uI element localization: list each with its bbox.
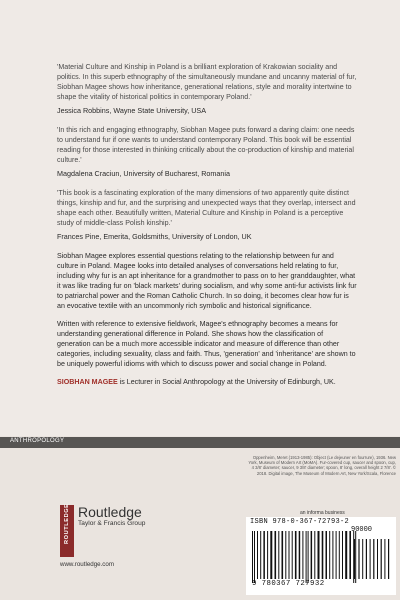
endorsement-1: [57, 62, 357, 116]
endorsement-quote: 'In this rich and engaging ethnography, Siobhan Magee puts forward a daring claim: one needs to understand fur if one wants to understand contemporary Poland. This book will be essential reading for those interested in thinking critically about the co-production of kinship and material culture.': [57, 126, 355, 164]
publisher-website: www.routledge.com: [60, 561, 114, 568]
informa-label: an informa business: [300, 510, 345, 516]
isbn-text: ISBN 978-0-367-72793-2: [250, 518, 350, 526]
author-bio-text: is Lecturer in Social Anthropology at the University of Edinburgh, UK.: [117, 378, 336, 386]
cover-image-credit: Oppenheim, Meret (1913-1985): Object (Le dejeuner en fourrure), 1936. New York, Museum of Modern Art (MoMA). Fur-covered cup, saucer and spoon, cup, 4 3/8' diameter; saucer, 9 3/8' diameter; spoon, 8' long, overall height 2 7/8'. © 2018. Digital image, The Museum of Modern Art, New York/Scala, Florence: [248, 455, 396, 476]
endorsement-attribution: Magdalena Craciun, University of Bucharest, Romania: [57, 169, 230, 178]
endorsement-quote: 'Material Culture and Kinship in Poland is a brilliant exploration of Krakowian sociality and politics. In this superb ethnography of the simultaneously mundane and uncanny material of fur, Siobhan Magee shows how inheritance, generational relations, style and morality intertwine to shape the vitality of historical politics in contemporary Poland.': [57, 63, 357, 101]
barcode-number: 9 780367 727932: [252, 580, 325, 588]
price-addon: 90000: [351, 526, 373, 534]
publisher-name: Routledge: [78, 504, 142, 520]
author-name: SIOBHAN MAGEE: [57, 378, 118, 386]
subject-label: ANTHROPOLOGY: [10, 438, 65, 444]
endorsement-attribution: Frances Pine, Emerita, Goldsmiths, University of London, UK: [57, 232, 252, 241]
author-bio: [57, 377, 357, 387]
endorsement-quote: 'This book is a fascinating exploration of the many dimensions of two apparently quite distinct things, kinship and fur, and the surprising and unexpected ways that they overlap, intersect and shape each other. Beautifully written, Material Culture and Kinship in Poland is a perceptive study of middle-class Polish kinship.': [57, 189, 356, 227]
endorsement-2: [57, 125, 357, 179]
routledge-logo-mark-text: ROUTLEDGE: [64, 503, 70, 544]
description-paragraph-1: Siobhan Magee explores essential questions relating to the relationship between fur and culture in Poland. Magee looks into detailed analyses of conversations held relating to fur, including why fur is an apt inheritance for a grandmother to pass on to her granddaughter, what it was like trading fur on 'black markets' during socialism, and why some anti-fur activists link fur to patriarchal power and the Roman Catholic Church. In so doing, it becomes clear how fur is an evocative textile with an uncommonly rich symbolic and historical significance.: [57, 252, 357, 310]
publisher-subtitle: Taylor & Francis Group: [78, 520, 146, 527]
endorsement-attribution: Jessica Robbins, Wayne State University, USA: [57, 106, 206, 115]
description-paragraph-2: Written with reference to extensive fieldwork, Magee's ethnography becomes a means for understanding generational difference in Poland. She shows how the classification of generation can be a much more accessible indicator and measure of difference than other categories, including sexuality, class and faith. Thus, 'generation' and 'inheritance' are shown to be uniquely powerful idioms with which to discuss power and social change in Poland.: [57, 320, 356, 368]
endorsement-3: [57, 188, 357, 242]
back-cover-text: [57, 62, 357, 387]
